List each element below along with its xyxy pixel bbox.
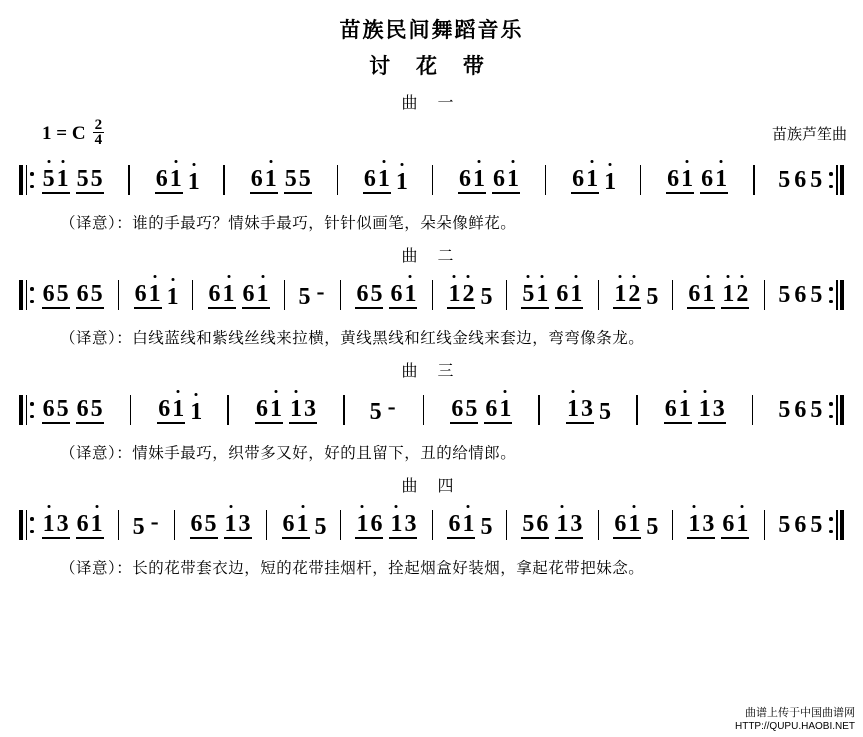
beamed-note-group: [389, 282, 417, 309]
measure: [187, 512, 255, 539]
barline: [432, 165, 434, 195]
barline: [672, 510, 674, 540]
measure: [444, 282, 494, 309]
beamed-note-group: [242, 282, 270, 309]
beamed-note-group: [190, 512, 218, 539]
beamed-note-group: [250, 167, 278, 194]
note: 6: [492, 165, 505, 192]
note: 6: [664, 395, 677, 422]
note: 5: [465, 395, 478, 422]
barline: [266, 510, 268, 540]
note: 6: [242, 280, 255, 307]
note: 5: [646, 283, 659, 310]
score-page: [0, 14, 863, 737]
section-label-4: 曲 四: [401, 478, 462, 495]
measure: [154, 397, 204, 424]
measure: [661, 397, 729, 424]
beamed-note-group: [355, 512, 383, 539]
barline: [130, 395, 132, 425]
note: 2: [736, 280, 749, 307]
note: 1: [289, 395, 302, 422]
note: 5: [76, 165, 89, 192]
beamed-note-group: [447, 282, 475, 309]
note: 5: [599, 398, 612, 425]
beamed-note-group: [721, 282, 749, 309]
sustain-dash: -: [316, 278, 325, 305]
barline: [423, 395, 425, 425]
note: 1: [722, 280, 735, 307]
barline: [640, 165, 642, 195]
staff-line-1: [0, 155, 863, 205]
note: 6: [370, 510, 383, 537]
note: 6: [451, 395, 464, 422]
note: 5: [56, 395, 69, 422]
measure: [252, 397, 320, 424]
measure: [131, 508, 163, 540]
beamed-note-group: [42, 397, 70, 424]
note: 6: [701, 165, 714, 192]
note: 1: [56, 165, 69, 192]
beamed-note-group: [666, 167, 694, 194]
repeat-end-icon: [829, 510, 844, 540]
note: 3: [702, 510, 715, 537]
measure: [610, 282, 660, 309]
sustain-dash: -: [150, 508, 159, 535]
beamed-note-group: [447, 512, 475, 539]
barline: [192, 280, 194, 310]
note: 6: [155, 165, 168, 192]
note: 6: [282, 510, 295, 537]
note: 5: [298, 283, 311, 310]
barline: [598, 280, 600, 310]
measure: [518, 282, 586, 309]
note: 6: [76, 510, 89, 537]
note: 1: [187, 168, 200, 195]
note: 5: [522, 510, 535, 537]
measure: [663, 167, 731, 194]
note: 6: [42, 280, 55, 307]
measure: [447, 397, 515, 424]
note: 5: [810, 167, 823, 193]
measure: [352, 282, 420, 309]
measure: [39, 512, 107, 539]
note: 1: [296, 510, 309, 537]
note: 5: [480, 283, 493, 310]
note: 1: [166, 283, 179, 310]
beamed-note-group: [555, 282, 583, 309]
measure: [684, 512, 752, 539]
note: 1: [222, 280, 235, 307]
beamed-note-group: [664, 397, 692, 424]
measure: [205, 282, 273, 309]
beamed-note-group: [613, 512, 641, 539]
staff-measures-2: [39, 280, 825, 310]
beamed-note-group: [155, 167, 183, 194]
beamed-note-group: [224, 512, 252, 539]
note: 1: [736, 510, 749, 537]
note: 5: [132, 513, 145, 540]
barline: [764, 280, 766, 310]
beamed-note-group: [521, 512, 549, 539]
note: 1: [448, 280, 461, 307]
beamed-note-group: [134, 282, 162, 309]
barline: [506, 510, 508, 540]
note: 1: [614, 280, 627, 307]
note: 1: [395, 168, 408, 195]
note: 6: [794, 167, 807, 193]
note: 1: [169, 165, 182, 192]
note: 5: [42, 165, 55, 192]
note: 5: [284, 165, 297, 192]
staff-measures-4: [39, 510, 825, 540]
section-label-1: 曲 一: [401, 95, 462, 112]
note: 1: [390, 510, 403, 537]
note: 6: [255, 395, 268, 422]
measure: [152, 167, 202, 194]
note: 1: [628, 510, 641, 537]
beamed-note-group: [76, 167, 104, 194]
beamed-note-group: [208, 282, 236, 309]
note: 3: [56, 510, 69, 537]
note: 6: [42, 395, 55, 422]
barline: [284, 280, 286, 310]
note: 1: [698, 395, 711, 422]
note: 6: [667, 165, 680, 192]
note: 5: [810, 397, 823, 423]
barline: [337, 165, 339, 195]
repeat-start-icon: [19, 165, 34, 195]
measure: [610, 512, 660, 539]
note: 5: [369, 398, 382, 425]
note: 1: [264, 165, 277, 192]
note: 6: [390, 280, 403, 307]
note: 5: [646, 513, 659, 540]
barline: [752, 395, 754, 425]
section-label-3: 曲 三: [401, 363, 462, 380]
measure: [247, 167, 315, 194]
source-watermark: [735, 707, 855, 733]
note: 1: [688, 510, 701, 537]
barline: [118, 510, 120, 540]
note: 1: [702, 280, 715, 307]
measure: [279, 512, 329, 539]
note: 5: [522, 280, 535, 307]
section-label-2: 曲 二: [401, 248, 462, 265]
note: 6: [485, 395, 498, 422]
beamed-note-group: [76, 397, 104, 424]
time-signature-denominator: 4: [94, 132, 103, 149]
measure: [568, 167, 618, 194]
note: 2: [462, 280, 475, 307]
barline: [343, 395, 345, 425]
beamed-note-group: [42, 167, 70, 194]
beamed-note-group: [76, 282, 104, 309]
beamed-note-group: [289, 397, 317, 424]
note: 1: [472, 165, 485, 192]
note: 1: [570, 280, 583, 307]
note: 5: [90, 165, 103, 192]
beamed-note-group: [698, 397, 726, 424]
note: 1: [190, 398, 203, 425]
beamed-note-group: [282, 512, 310, 539]
staff-measures-3: [39, 395, 825, 425]
beamed-note-group: [492, 167, 520, 194]
measure: [39, 397, 107, 424]
barline: [636, 395, 638, 425]
note: 5: [298, 165, 311, 192]
staff-line-3: [0, 385, 863, 435]
measure: [131, 282, 181, 309]
note: 1: [42, 510, 55, 537]
barline: [764, 510, 766, 540]
note: 1: [556, 510, 569, 537]
note: 3: [570, 510, 583, 537]
measure: [776, 283, 824, 307]
note: 5: [370, 280, 383, 307]
beamed-note-group: [687, 282, 715, 309]
note: 1: [404, 280, 417, 307]
note: 6: [794, 512, 807, 538]
note: 6: [158, 395, 171, 422]
repeat-start-icon: [19, 280, 34, 310]
measure: [776, 398, 824, 422]
note: 6: [134, 280, 147, 307]
sustain-dash: -: [387, 393, 396, 420]
barline: [538, 395, 540, 425]
note: 5: [778, 282, 791, 308]
barline: [506, 280, 508, 310]
note: 1: [269, 395, 282, 422]
time-signature-numerator: 2: [94, 117, 103, 133]
note: 3: [238, 510, 251, 537]
note: 6: [190, 510, 203, 537]
note: 1: [567, 395, 580, 422]
note: 3: [581, 395, 594, 422]
note: 1: [604, 168, 617, 195]
lyric-line-2: （译意）：白线蓝线和紫线丝线来拉横，黄线黑线和红线金线来套边，弯弯像条龙。: [60, 330, 645, 347]
note: 1: [377, 165, 390, 192]
note: 5: [56, 280, 69, 307]
barline: [432, 280, 434, 310]
note: 1: [506, 165, 519, 192]
note: 5: [778, 512, 791, 538]
beamed-note-group: [687, 512, 715, 539]
note: 6: [688, 280, 701, 307]
note: 5: [810, 282, 823, 308]
note: 5: [810, 512, 823, 538]
repeat-start-icon: [19, 510, 34, 540]
note: 6: [448, 510, 461, 537]
barline: [672, 280, 674, 310]
note: 1: [148, 280, 161, 307]
beamed-note-group: [363, 167, 391, 194]
measure: [518, 512, 586, 539]
key-signature: [42, 119, 104, 149]
staff-measures-1: [39, 165, 825, 195]
beamed-note-group: [721, 512, 749, 539]
lyric-line-4: （译意）：长的花带套衣边，短的花带挂烟杆，拴起烟盒好装烟，拿起花带把妹念。: [60, 560, 645, 577]
note: 6: [76, 280, 89, 307]
note: 3: [712, 395, 725, 422]
beamed-note-group: [450, 397, 478, 424]
beamed-note-group: [484, 397, 512, 424]
barline: [432, 510, 434, 540]
note: 6: [356, 280, 369, 307]
beamed-note-group: [613, 282, 641, 309]
note: 5: [778, 167, 791, 193]
note: 1: [256, 280, 269, 307]
note: 6: [614, 510, 627, 537]
note: 1: [678, 395, 691, 422]
measure: [352, 512, 420, 539]
note: 6: [458, 165, 471, 192]
repeat-end-icon: [829, 395, 844, 425]
staff-line-4: [0, 500, 863, 550]
measure: [563, 397, 613, 424]
note: 1: [586, 165, 599, 192]
barline: [223, 165, 225, 195]
beamed-note-group: [521, 282, 549, 309]
note: 3: [303, 395, 316, 422]
note: 5: [204, 510, 217, 537]
beamed-note-group: [355, 282, 383, 309]
note: 6: [363, 165, 376, 192]
beamed-note-group: [284, 167, 312, 194]
barline: [545, 165, 547, 195]
note: 5: [90, 280, 103, 307]
page-subtitle: 讨 花 带: [369, 55, 494, 78]
measure: [776, 168, 824, 192]
note: 6: [536, 510, 549, 537]
staff-line-2: [0, 270, 863, 320]
measure: [39, 282, 107, 309]
note: 1: [356, 510, 369, 537]
barline: [174, 510, 176, 540]
beamed-note-group: [566, 397, 594, 424]
note: 6: [572, 165, 585, 192]
note: 1: [536, 280, 549, 307]
beamed-note-group: [700, 167, 728, 194]
key-label: 1 = C: [42, 122, 86, 144]
composer-credit: 苗族芦笙曲: [771, 127, 847, 143]
source-line-2: HTTP://QUPU.HAOBI.NET: [734, 720, 855, 732]
beamed-note-group: [458, 167, 486, 194]
note: 6: [76, 395, 89, 422]
barline: [753, 165, 755, 195]
beamed-note-group: [555, 512, 583, 539]
note: 5: [314, 513, 327, 540]
note: 6: [208, 280, 221, 307]
source-line-1: 曲谱上传于中国曲谱网: [745, 706, 855, 719]
note: 6: [794, 397, 807, 423]
lyric-line-3: （译意）：情妹手最巧，织带多又好，好的且留下，丑的给情郎。: [60, 445, 517, 462]
measure: [684, 282, 752, 309]
beamed-note-group: [157, 397, 185, 424]
beamed-note-group: [571, 167, 599, 194]
measure: [297, 278, 329, 310]
note: 1: [499, 395, 512, 422]
repeat-end-icon: [829, 165, 844, 195]
note: 1: [681, 165, 694, 192]
beamed-note-group: [42, 512, 70, 539]
score-meta: [0, 117, 863, 151]
barline: [128, 165, 130, 195]
barline: [340, 280, 342, 310]
note: 1: [172, 395, 185, 422]
beamed-note-group: [76, 512, 104, 539]
beamed-note-group: [42, 282, 70, 309]
note: 1: [224, 510, 237, 537]
note: 2: [628, 280, 641, 307]
measure: [776, 513, 824, 537]
repeat-start-icon: [19, 395, 34, 425]
lyric-line-1: （译意）：谁的手最巧？情妹手最巧，针针似画笔，朵朵像鲜花。: [60, 215, 517, 232]
beamed-note-group: [389, 512, 417, 539]
time-signature: [93, 118, 105, 148]
note: 5: [480, 513, 493, 540]
note: 3: [404, 510, 417, 537]
beamed-note-group: [255, 397, 283, 424]
note: 6: [250, 165, 263, 192]
note: 1: [90, 510, 103, 537]
measure: [455, 167, 523, 194]
measure: [444, 512, 494, 539]
barline: [118, 280, 120, 310]
measure: [360, 167, 410, 194]
barline: [598, 510, 600, 540]
note: 1: [462, 510, 475, 537]
note: 6: [722, 510, 735, 537]
repeat-end-icon: [829, 280, 844, 310]
note: 5: [778, 397, 791, 423]
barline: [227, 395, 229, 425]
note: 6: [556, 280, 569, 307]
measure: [368, 393, 400, 425]
measure: [39, 167, 107, 194]
note: 1: [715, 165, 728, 192]
note: 5: [90, 395, 103, 422]
barline: [340, 510, 342, 540]
note: 6: [794, 282, 807, 308]
page-title: 苗族民间舞蹈音乐: [339, 19, 524, 42]
